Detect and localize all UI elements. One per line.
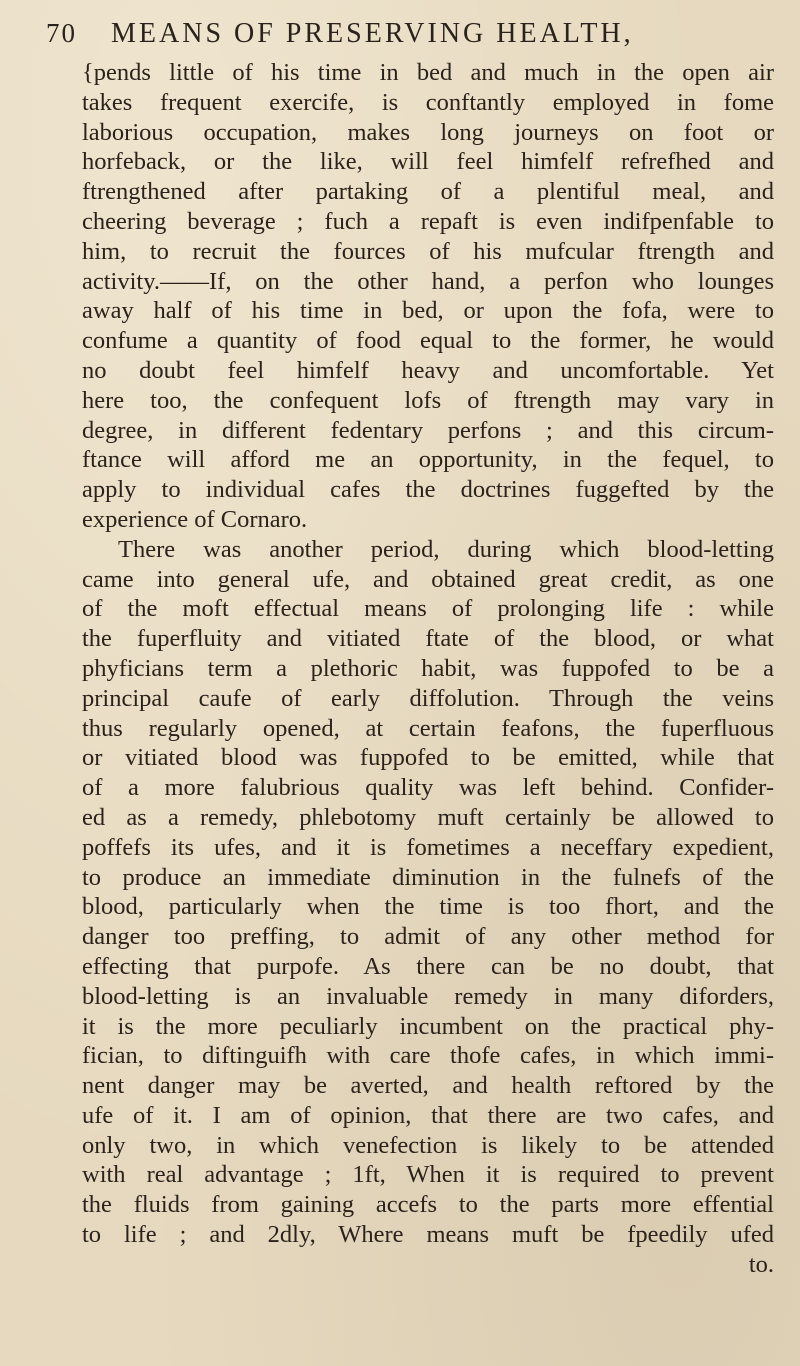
text-line: phyficians term a plethoric habit, was fuppofed to be a	[82, 654, 774, 682]
running-title: MEANS OF PRESERVING HEALTH,	[111, 18, 634, 49]
text-line: apply to individual cafes the doctrines fuggefted by the	[82, 476, 774, 504]
text-line: ftance will afford me an opportunity, in the fequel, to	[82, 446, 774, 474]
text-line: ed as a remedy, phlebotomy muft certainly be allowed to	[82, 803, 774, 831]
text-line: blood-letting is an invaluable remedy in many diforders,	[82, 982, 774, 1010]
text-line: here too, the confequent lofs of ftrength may vary in	[82, 386, 774, 414]
text-line: takes frequent exercife, is conftantly employed in fome	[82, 88, 774, 116]
text-line: thus regularly opened, at certain feafons, the fuperfluous	[82, 714, 774, 742]
text-line: {pends little of his time in bed and much in the open air	[82, 59, 774, 86]
text-line: ufe of it. I am of opinion, that there are two cafes, and	[82, 1101, 774, 1129]
paragraph-start-line: There was another period, during which blood-letting	[118, 535, 774, 563]
catchword: to.	[748, 1250, 774, 1278]
text-line: horfeback, or the like, will feel himfelf refrefhed and	[82, 148, 774, 176]
text-line: of a more falubrious quality was left behind. Confider-	[82, 774, 774, 802]
text-line: it is the more peculiarly incumbent on the practical phy-	[82, 1012, 774, 1040]
text-line: degree, in different fedentary perfons ; and this circum-	[82, 416, 774, 444]
text-line: the fuperfluity and vitiated ftate of the blood, or what	[82, 625, 774, 653]
text-line: effecting that purpofe. As there can be no doubt, that	[82, 952, 774, 980]
text-line: danger too preffing, to admit of any other method for	[82, 923, 774, 951]
text-line: ftrengthened after partaking of a plentiful meal, and	[82, 178, 774, 206]
body-text	[82, 58, 774, 1280]
text-line: the fluids from gaining accefs to the parts more effential	[82, 1191, 774, 1219]
text-line: to life ; and 2dly, Where means muft be fpeedily ufed	[82, 1221, 774, 1249]
page-number: 70	[46, 18, 77, 48]
text-line: poffefs its ufes, and it is fometimes a neceffary expedient,	[82, 833, 774, 861]
text-line: blood, particularly when the time is too fhort, and the	[82, 893, 774, 921]
running-header	[46, 18, 746, 58]
text-line: principal caufe of early diffolution. Through the veins	[82, 684, 774, 712]
text-line: away half of his time in bed, or upon the fofa, were to	[82, 297, 774, 325]
text-line: or vitiated blood was fuppofed to be emitted, while that	[82, 744, 774, 772]
text-line: to produce an immediate diminution in the fulnefs of the	[82, 863, 774, 891]
text-line: experience of Cornaro.	[82, 505, 308, 533]
text-line: laborious occupation, makes long journeys on foot or	[82, 118, 774, 146]
text-line: of the moft effectual means of prolonging life : while	[82, 595, 774, 623]
text-line: came into general ufe, and obtained great credit, as one	[82, 565, 774, 593]
text-line: only two, in which venefection is likely to be attended	[82, 1131, 774, 1159]
text-line: fician, to diftinguifh with care thofe cafes, in which immi-	[82, 1042, 774, 1070]
text-line: him, to recruit the fources of his mufcular ftrength and	[82, 237, 774, 265]
text-line: confume a quantity of food equal to the former, he would	[82, 327, 774, 355]
text-line: no doubt feel himfelf heavy and uncomfortable. Yet	[82, 356, 774, 384]
text-line: cheering beverage ; fuch a repaft is even indifpenfable to	[82, 207, 774, 235]
text-line: activity.——If, on the other hand, a perfon who lounges	[82, 267, 774, 295]
text-line: nent danger may be averted, and health reftored by the	[82, 1072, 774, 1100]
text-line: with real advantage ; 1ft, When it is required to prevent	[82, 1161, 774, 1189]
